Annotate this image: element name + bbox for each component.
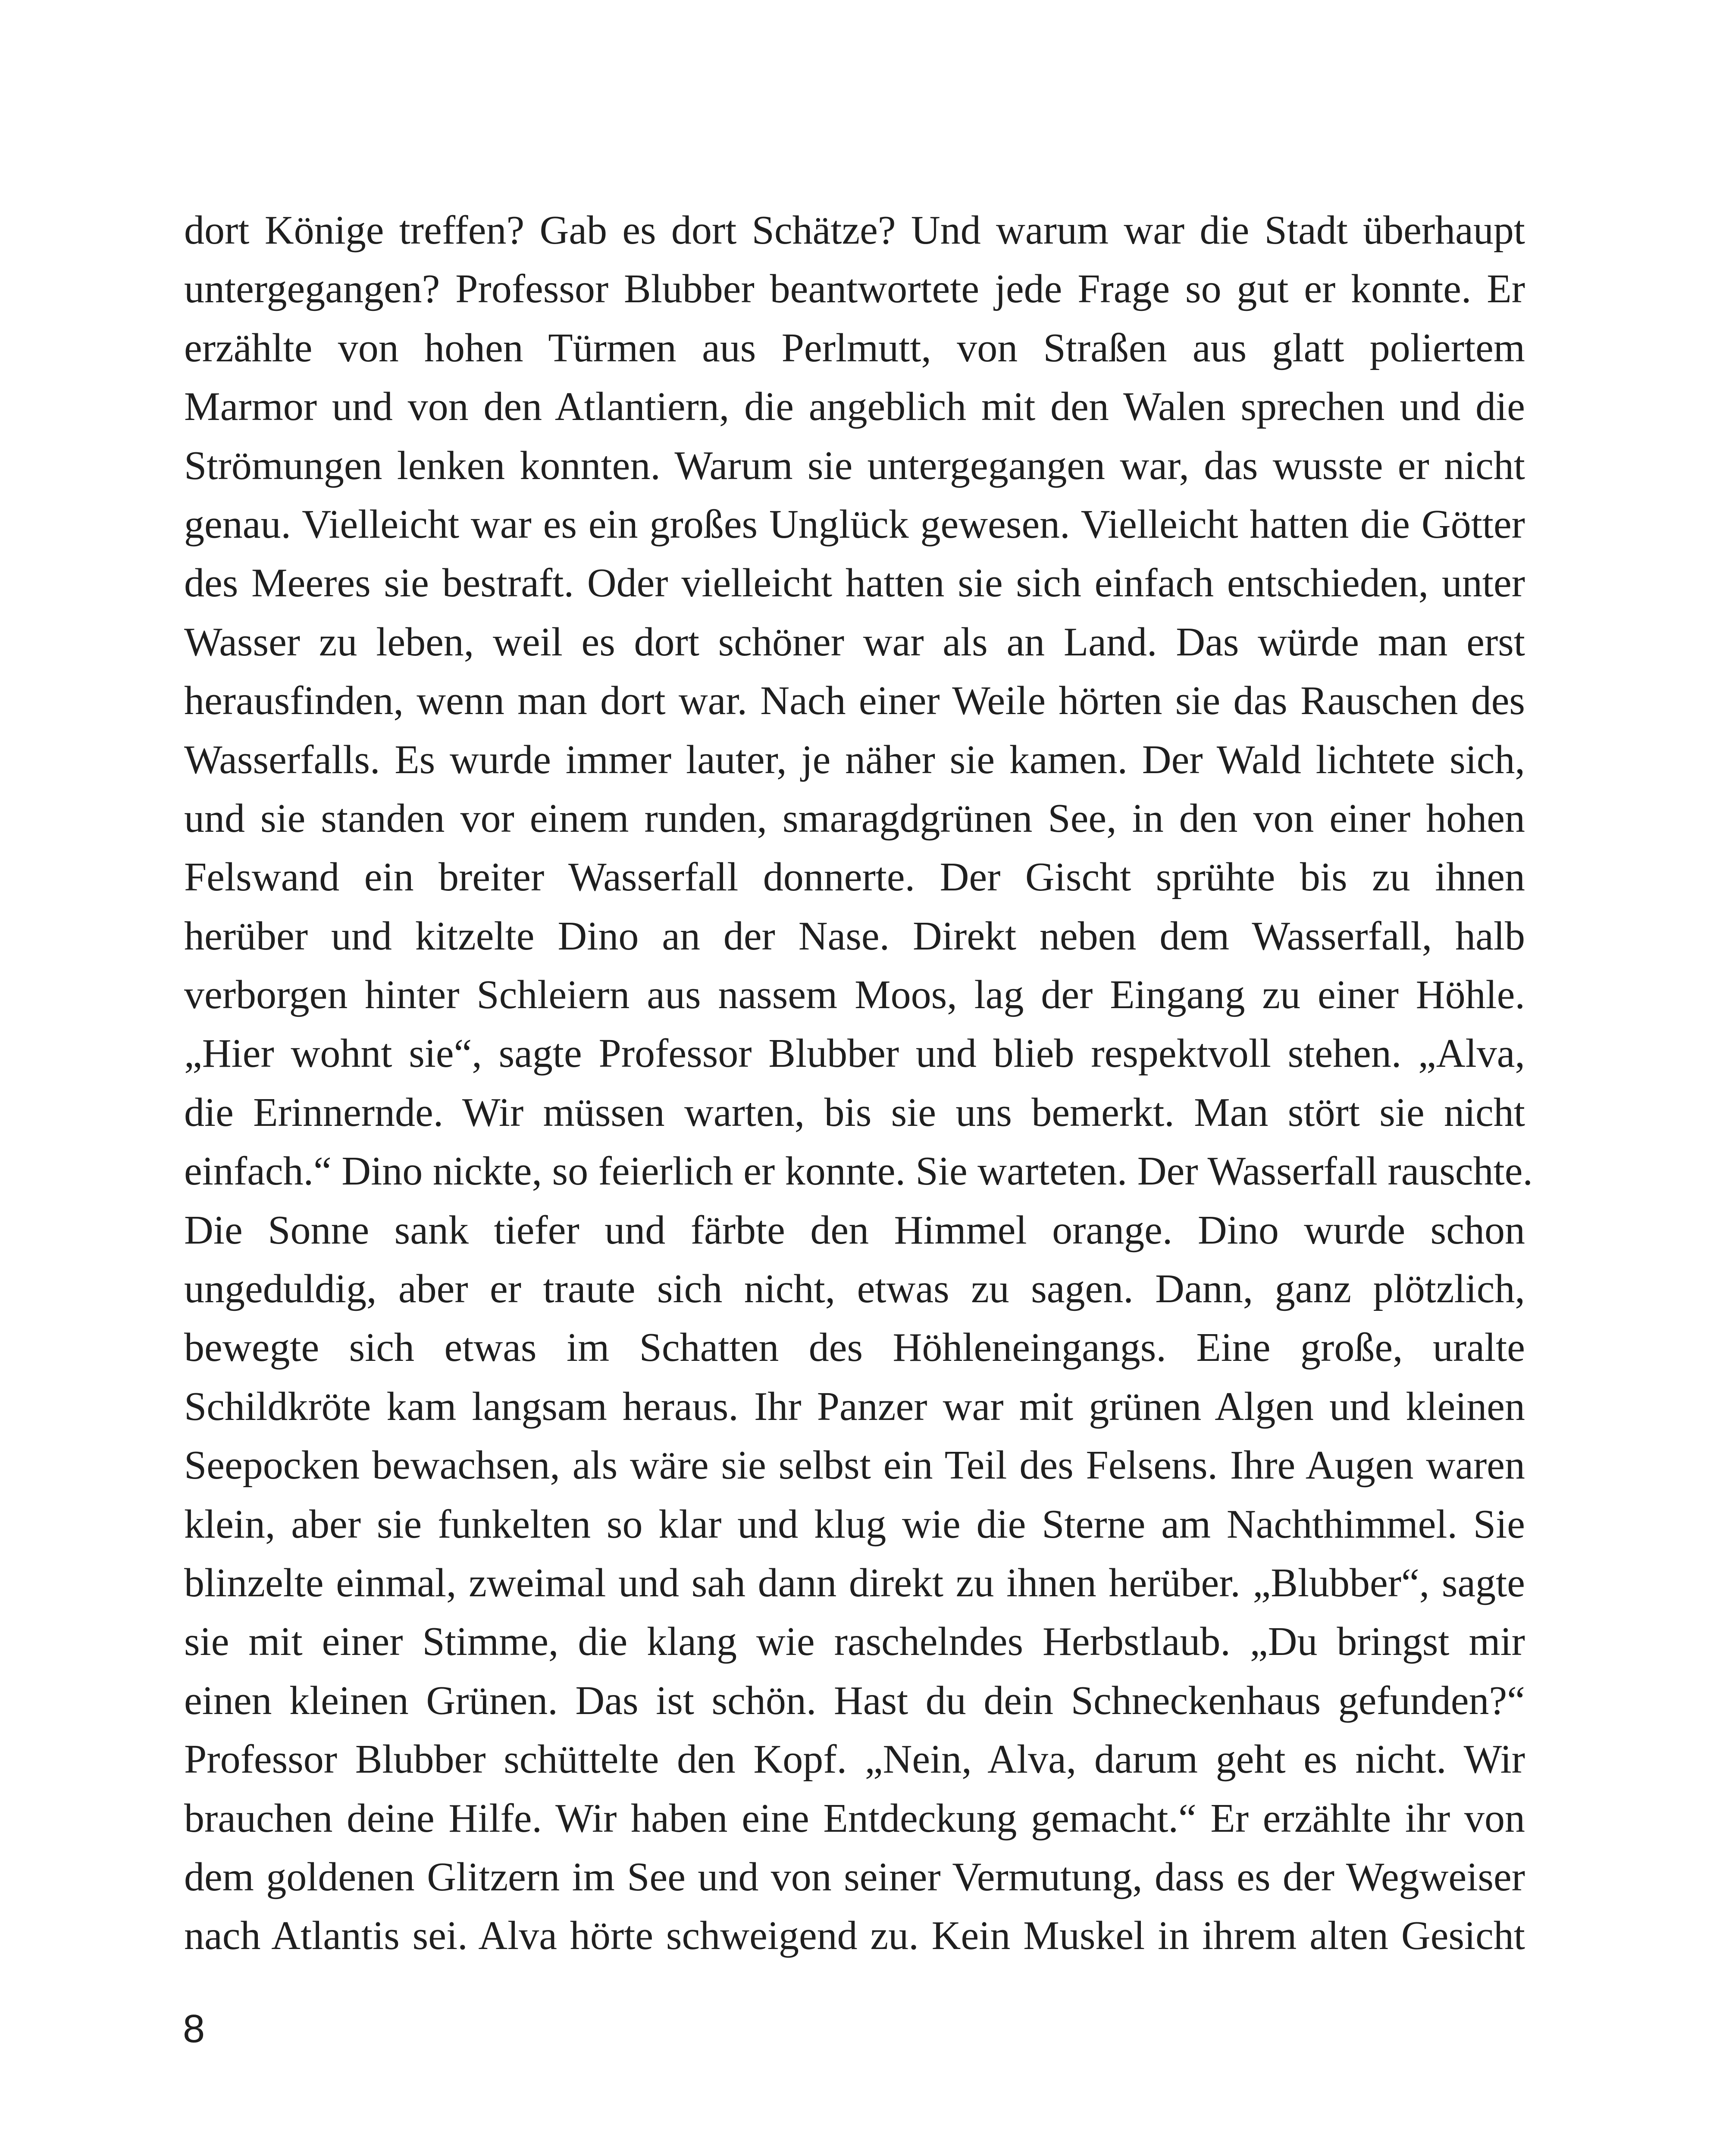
text-line: Marmor und von den Atlantiern, die angeblich mit den Walen sprechen und die <box>184 384 1525 429</box>
text-line: einfach.“ Dino nickte, so feierlich er konnte. Sie warteten. Der Wasserfall rauschte. <box>184 1149 1533 1194</box>
text-line: blinzelte einmal, zweimal und sah dann direkt zu ihnen herüber. „Blubber“, sagte <box>184 1560 1525 1605</box>
text-line: einen kleinen Grünen. Das ist schön. Hast du dein Schneckenhaus gefunden?“ <box>184 1678 1525 1723</box>
text-line: „Hier wohnt sie“, sagte Professor Blubber und blieb respektvoll stehen. „Alva, <box>184 1031 1525 1076</box>
text-line: Schildkröte kam langsam heraus. Ihr Panzer war mit grünen Algen und kleinen <box>184 1384 1525 1429</box>
text-line: erzählte von hohen Türmen aus Perlmutt, von Straßen aus glatt poliertem <box>184 325 1525 370</box>
text-line: brauchen deine Hilfe. Wir haben eine Entdeckung gemacht.“ Er erzählte ihr von <box>184 1796 1525 1841</box>
text-line: und sie standen vor einem runden, smaragdgrünen See, in den von einer hohen <box>184 796 1525 841</box>
text-line: Wasserfalls. Es wurde immer lauter, je näher sie kamen. Der Wald lichtete sich, <box>184 737 1525 782</box>
text-line: herüber und kitzelte Dino an der Nase. Direkt neben dem Wasserfall, halb <box>184 913 1525 959</box>
text-line: ungeduldig, aber er traute sich nicht, etwas zu sagen. Dann, ganz plötzlich, <box>184 1266 1525 1312</box>
text-line: Professor Blubber schüttelte den Kopf. „Nein, Alva, darum geht es nicht. Wir <box>184 1737 1525 1782</box>
text-line: des Meeres sie bestraft. Oder vielleicht hatten sie sich einfach entschieden, unter <box>184 561 1525 606</box>
text-line: sie mit einer Stimme, die klang wie raschelndes Herbstlaub. „Du bringst mir <box>184 1619 1525 1664</box>
text-line: herausfinden, wenn man dort war. Nach einer Weile hörten sie das Rauschen des <box>184 678 1525 724</box>
body-text <box>184 201 1533 1965</box>
text-line: verborgen hinter Schleiern aus nassem Moos, lag der Eingang zu einer Höhle. <box>184 972 1525 1018</box>
text-line: untergegangen? Professor Blubber beantwortete jede Frage so gut er konnte. Er <box>184 266 1525 312</box>
text-line: nach Atlantis sei. Alva hörte schweigend zu. Kein Muskel in ihrem alten Gesicht <box>184 1913 1525 1959</box>
text-line: klein, aber sie funkelten so klar und klug wie die Sterne am Nachthimmel. Sie <box>184 1501 1525 1547</box>
text-line: genau. Vielleicht war es ein großes Unglück gewesen. Vielleicht hatten die Götter <box>184 501 1525 547</box>
text-line: die Erinnernde. Wir müssen warten, bis sie uns bemerkt. Man stört sie nicht <box>184 1090 1525 1135</box>
text-line: dem goldenen Glitzern im See und von seiner Vermutung, dass es der Wegweiser <box>184 1854 1525 1899</box>
page-number: 8 <box>183 2007 205 2051</box>
text-line: bewegte sich etwas im Schatten des Höhleneingangs. Eine große, uralte <box>184 1325 1525 1370</box>
text-line: Seepocken bewachsen, als wäre sie selbst ein Teil des Felsens. Ihre Augen waren <box>184 1443 1525 1488</box>
text-line: Felswand ein breiter Wasserfall donnerte. Der Gischt sprühte bis zu ihnen <box>184 855 1525 900</box>
text-line: Die Sonne sank tiefer und färbte den Himmel orange. Dino wurde schon <box>184 1207 1525 1253</box>
text-line: dort Könige treffen? Gab es dort Schätze? Und warum war die Stadt überhaupt <box>184 208 1525 253</box>
text-line: Wasser zu leben, weil es dort schöner war als an Land. Das würde man erst <box>184 619 1525 664</box>
text-line: Strömungen lenken konnten. Warum sie untergegangen war, das wusste er nicht <box>184 443 1525 488</box>
